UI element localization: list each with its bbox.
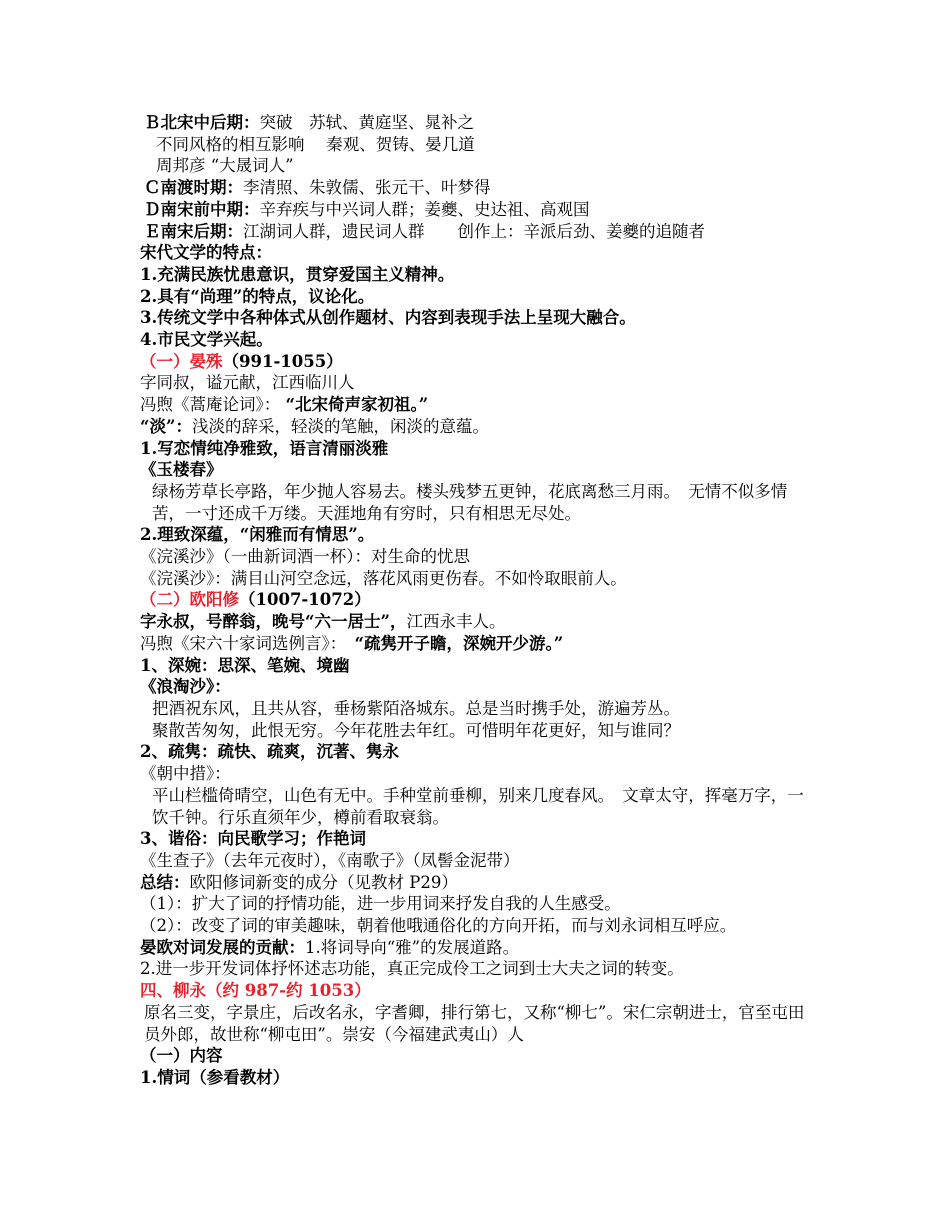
ouyangxiu-point-1-text: 1、深婉：思深、笔婉、境幽 bbox=[140, 655, 350, 675]
feature-4-text: 4.市民文学兴起。 bbox=[140, 330, 273, 350]
yanshu-heading-name: （一）晏殊 bbox=[140, 351, 223, 371]
ouyangxiu-point-3-text: 3、谐俗：向民歌学习；作艳词 bbox=[140, 829, 366, 849]
ouyangxiu-bio-text: 江西永丰人。 bbox=[406, 612, 506, 632]
summary-point-2-text: （2）：改变了词的审美趣味，朝着他哦通俗化的方向开拓，而与刘永词相互呼应。 bbox=[140, 916, 737, 936]
langtaosha-title-text: 《浪淘沙》： bbox=[140, 677, 231, 697]
yanshu-comment-quote: “北宋倚声家初祖。” bbox=[285, 395, 429, 415]
yanshu-point-1 bbox=[140, 438, 815, 460]
yulouchun-title-text: 《玉楼春》 bbox=[140, 460, 223, 480]
period-e-line bbox=[140, 221, 815, 243]
contribution-label: 晏欧对词发展的贡献： bbox=[140, 937, 305, 957]
period-e-text: 江湖词人群，遗民词人群 创作上：辛派后劲、姜夔的追随者 bbox=[243, 221, 705, 241]
huanxisha-1 bbox=[140, 546, 815, 568]
feature-3 bbox=[140, 307, 815, 329]
period-b-line bbox=[140, 112, 815, 134]
period-b-label: Ｂ北宋中后期： bbox=[144, 113, 260, 132]
period-b-zhou-line bbox=[140, 155, 815, 177]
period-e-label: Ｅ南宋后期： bbox=[144, 221, 243, 241]
contribution-point-2-text: 2.进一步开发词体抒怀述志功能，真正完成伶工之词到士大夫之词的转变。 bbox=[140, 959, 684, 979]
yulouchun-poem-text: 绿杨芳草长亭路，年少抛人容易去。楼头残梦五更钟，花底离愁三月雨。 无情不似多情苦，一寸还成千万缕。天涯地角有穷时，只有相思无尽处。 bbox=[152, 481, 788, 523]
ouyangxiu-bio bbox=[140, 611, 815, 633]
yulouchun-title bbox=[140, 459, 815, 481]
huanxisha-1-text: 《浣溪沙》（一曲新词酒一杯）：对生命的忧思 bbox=[140, 547, 470, 567]
ouyangxiu-point-1 bbox=[140, 655, 815, 677]
langtaosha-line-1 bbox=[140, 698, 815, 720]
summary-line bbox=[140, 872, 815, 894]
ouyangxiu-heading-name: （二）欧阳修 bbox=[140, 590, 239, 610]
zhaozhongcuo-poem bbox=[140, 785, 815, 828]
period-b-zhou-text: 周邦彦 “大晟词人” bbox=[156, 156, 294, 176]
yanshu-bio bbox=[140, 372, 815, 394]
period-d-line bbox=[140, 199, 815, 221]
ouyangxiu-comment-quote: “疏隽开子瞻，深婉开少游。” bbox=[354, 633, 564, 653]
ouyangxiu-heading bbox=[140, 589, 815, 611]
shengchazi-text: 《生查子》（去年元夜时），《南歌子》（凤髻金泥带） bbox=[140, 850, 520, 870]
langtaosha-line-2 bbox=[140, 720, 815, 742]
ouyangxiu-point-2-text: 2、疏隽：疏快、疏爽，沉著、隽永 bbox=[140, 742, 399, 762]
yanshu-heading bbox=[140, 351, 815, 373]
yanshu-bio-text: 字同叔，谥元献，江西临川人 bbox=[140, 373, 355, 393]
song-literature-heading bbox=[140, 242, 815, 264]
langtaosha-line-1-text: 把酒祝东风，且共从容，垂杨紫陌洛城东。总是当时携手处，游遍芳丛。 bbox=[152, 698, 680, 718]
ouyangxiu-bio-bold: 字永叔，号醉翁，晚号“六一居士”， bbox=[140, 612, 407, 632]
contribution-point-2 bbox=[140, 958, 815, 980]
feature-1 bbox=[140, 264, 815, 286]
ouyangxiu-comment-source: 冯煦《宋六十家词选例言》： bbox=[140, 633, 355, 653]
liuyong-point-1 bbox=[140, 1067, 815, 1089]
period-d-text: 辛弃疾与中兴词人群；姜夔、史达祖、高观国 bbox=[259, 199, 590, 219]
zhaozhongcuo-title bbox=[140, 763, 815, 785]
summary-point-1 bbox=[140, 893, 815, 915]
huanxisha-2-text: 《浣溪沙》：满目山河空念远，落花风雨更伤春。不如怜取眼前人。 bbox=[140, 568, 627, 588]
period-c-line bbox=[140, 177, 815, 199]
summary-point-1-text: （1）：扩大了词的抒情功能，进一步用词来抒发自我的人生感受。 bbox=[140, 894, 621, 914]
liuyong-point-1-text: 1.情词（参看教材） bbox=[140, 1067, 290, 1087]
period-c-label: Ｃ南渡时期： bbox=[144, 178, 243, 198]
liuyong-bio-text: 原名三变，字景庄，后改名永，字耆卿，排行第七，又称“柳七”。宋仁宗朝进士，官至屯田员外郎，故世称“柳屯田”。崇安（今福建武夷山）人 bbox=[144, 1002, 805, 1044]
yanshu-point-1-text: 1.写恋情纯净雅致，语言清丽淡雅 bbox=[140, 438, 389, 458]
yanshu-point-2 bbox=[140, 524, 815, 546]
huanxisha-2 bbox=[140, 568, 815, 590]
yanshu-comment bbox=[140, 394, 815, 416]
dan-line bbox=[140, 416, 815, 438]
zhaozhongcuo-poem-text: 平山栏槛倚晴空，山色有无中。手种堂前垂柳，别来几度春风。 文章太守，挥毫万字，一饮千钟。行乐直须年少，樽前看取衰翁。 bbox=[152, 785, 804, 827]
liuyong-content-heading-text: （一）内容 bbox=[140, 1046, 223, 1066]
summary-text: 欧阳修词新变的成分（见教材 P29） bbox=[189, 872, 458, 892]
shengchazi-line bbox=[140, 850, 815, 872]
summary-label: 总结： bbox=[140, 872, 190, 892]
yanshu-heading-dates: （991-1055） bbox=[222, 351, 343, 371]
yanshu-comment-source: 冯煦《蒿庵论词》： bbox=[140, 395, 286, 415]
liuyong-heading-text: 四、柳永（约 987-约 1053） bbox=[140, 981, 371, 1001]
dan-label: “淡”： bbox=[140, 416, 192, 436]
ouyangxiu-point-3 bbox=[140, 828, 815, 850]
contribution-text: 1.将词导向“雅”的发展道路。 bbox=[305, 937, 520, 957]
liuyong-heading bbox=[140, 980, 815, 1002]
zhaozhongcuo-title-text: 《朝中措》： bbox=[140, 764, 231, 784]
langtaosha-title bbox=[140, 676, 815, 698]
feature-3-text: 3.传统文学中各种体式从创作题材、内容到表现手法上呈现大融合。 bbox=[140, 308, 636, 328]
contribution-line bbox=[140, 937, 815, 959]
liuyong-content-heading bbox=[140, 1045, 815, 1067]
ouyangxiu-comment bbox=[140, 633, 815, 655]
period-b-influence-line bbox=[140, 134, 815, 156]
feature-4 bbox=[140, 329, 815, 351]
period-b-text: 突破 苏轼、黄庭坚、晁补之 bbox=[259, 113, 474, 132]
feature-2-text: 2.具有“尚理”的特点，议论化。 bbox=[140, 286, 375, 306]
ouyangxiu-point-2 bbox=[140, 741, 815, 763]
song-literature-heading-text: 宋代文学的特点： bbox=[140, 243, 272, 263]
feature-2 bbox=[140, 286, 815, 308]
yanshu-point-2-text: 2.理致深蕴，“闲雅而有情思”。 bbox=[140, 525, 375, 545]
feature-1-text: 1.充满民族忧患意识，贯穿爱国主义精神。 bbox=[140, 264, 455, 284]
dan-text: 浅淡的辞采，轻淡的笔触，闲淡的意蕴。 bbox=[191, 416, 489, 436]
period-c-text: 李清照、朱敦儒、张元干、叶梦得 bbox=[243, 178, 491, 198]
langtaosha-line-2-text: 聚散苦匆匆，此恨无穷。今年花胜去年红。可惜明年花更好，知与谁同？ bbox=[152, 720, 680, 740]
period-d-label: Ｄ南宋前中期： bbox=[144, 199, 260, 219]
yulouchun-poem bbox=[140, 481, 815, 524]
ouyangxiu-heading-dates: （1007-1072） bbox=[239, 590, 371, 610]
summary-point-2 bbox=[140, 915, 815, 937]
document-page bbox=[140, 112, 815, 1089]
liuyong-bio bbox=[140, 1002, 815, 1045]
period-b-influence-text: 不同风格的相互影响 秦观、贺铸、晏几道 bbox=[156, 134, 475, 154]
